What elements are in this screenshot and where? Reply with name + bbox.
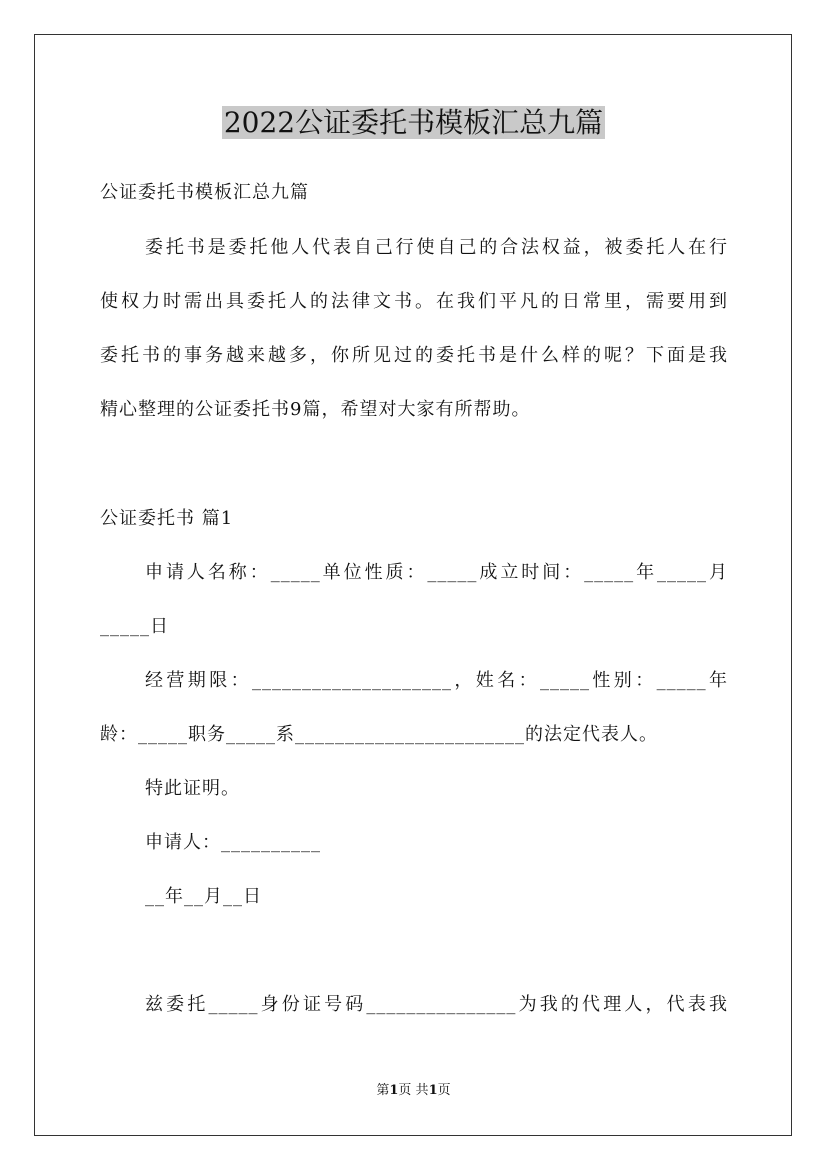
- page-footer: 第1页 共1页: [376, 1083, 451, 1098]
- intro-line-3: 委托书的事务越来越多，你所见过的委托书是什么样的呢？下面是我: [100, 345, 728, 366]
- section-heading: 公证委托书 篇1: [100, 508, 234, 529]
- form-line-day: _____日: [100, 616, 169, 637]
- form-line-certification: 特此证明。: [145, 778, 240, 799]
- intro-line-1: 委托书是委托他人代表自己行使自己的合法权益，被委托人在行: [145, 237, 728, 258]
- page-total: 1: [428, 1083, 438, 1098]
- intro-line-4: 精心整理的公证委托书9篇，希望对大家有所帮助。: [100, 399, 531, 420]
- form-line-business-term: 经营期限：____________________，姓名：_____性别：_____年: [145, 670, 728, 691]
- document-subtitle: 公证委托书模板汇总九篇: [100, 182, 309, 203]
- form-line-age-position: 龄：_____职务_____系_______________________的法定代表人。: [100, 724, 658, 745]
- form-line-applicant-name: 申请人名称：_____单位性质：_____成立时间：_____年_____月: [145, 562, 728, 583]
- form-line-date: __年__月__日: [145, 886, 262, 907]
- intro-line-2: 使权力时需出具委托人的法律文书。在我们平凡的日常里，需要用到: [100, 291, 728, 312]
- form-line-applicant-signature: 申请人：__________: [145, 832, 321, 853]
- document-title: 2022公证委托书模板汇总九篇: [223, 106, 604, 139]
- page-number: 1: [389, 1083, 399, 1098]
- form-line-entrust: 兹委托_____身份证号码_______________为我的代理人，代表我: [145, 994, 728, 1015]
